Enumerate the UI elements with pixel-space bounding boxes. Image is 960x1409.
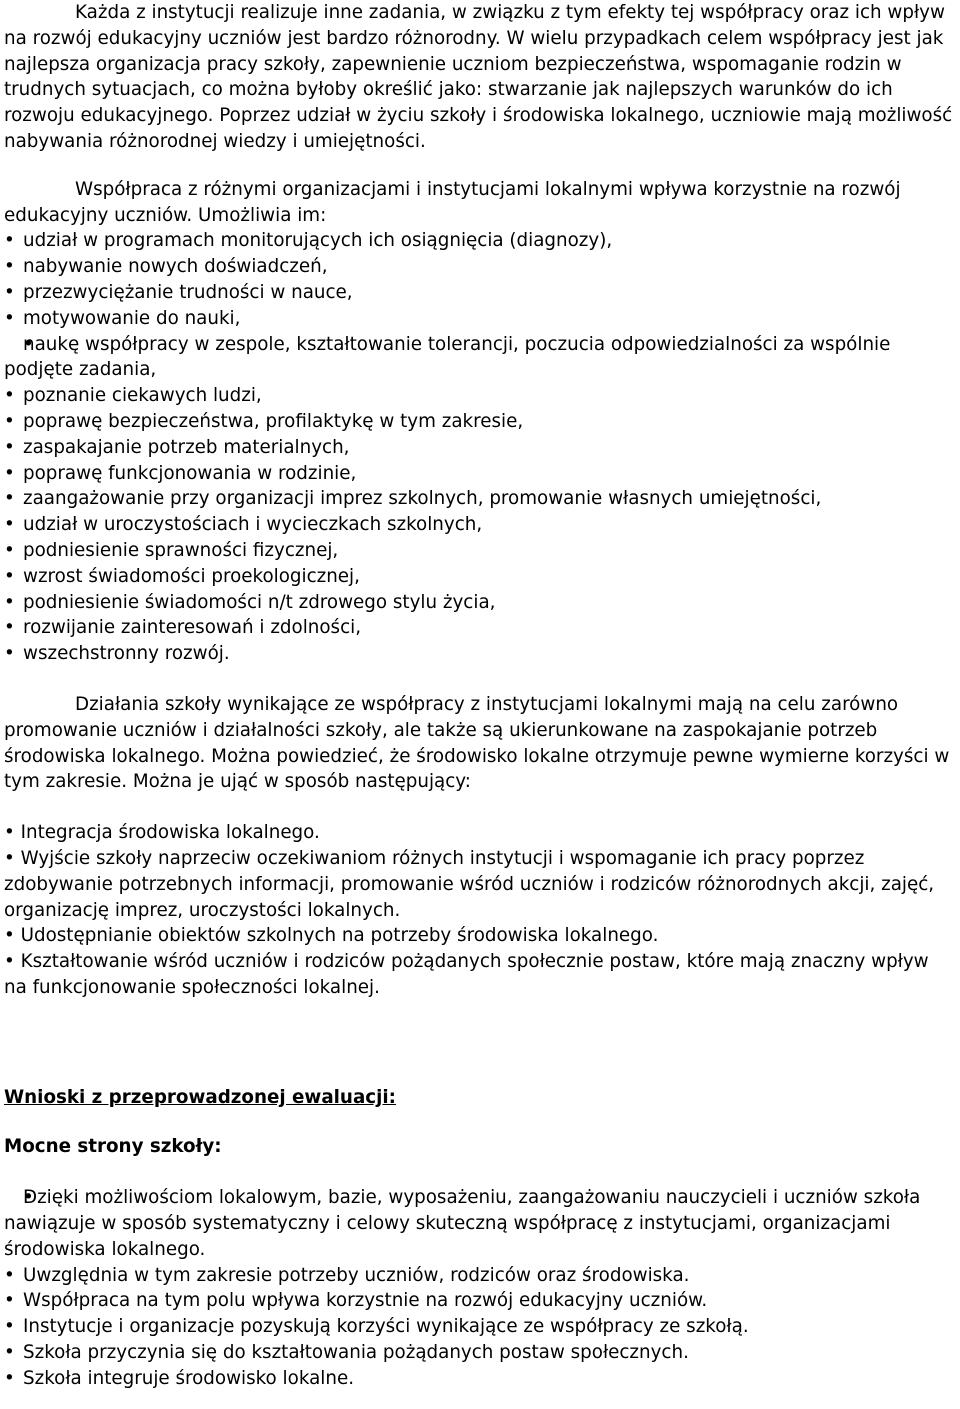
list-item: • Wyjście szkoły naprzeciw oczekiwaniom różnych instytucji i wspomaganie ich pracy poprzez zdobywanie potrzebnych informacji, promowanie wśród uczniów i rodziców różnorodnych akcji, zajęć, organizację imprez, uroczystości lokalnych.: [4, 847, 935, 921]
list-item: • Szkoła przyczynia się do kształtowania pożądanych postaw społecznych.: [4, 1340, 956, 1366]
list-item: • Uwzględnia w tym zakresie potrzeby uczniów, rodziców oraz środowiska.: [4, 1263, 956, 1289]
list-item: • Integracja środowiska lokalnego.: [4, 822, 320, 844]
list-item: • Kształtowanie wśród uczniów i rodziców pożądanych społecznie postaw, które mają znaczny wpływ na funkcjonowanie społeczności lokalnej.: [4, 951, 929, 998]
paragraph-intro: Każda z instytucji realizuje inne zadania, w związku z tym efekty tej współpracy oraz ich wpływ na rozwój edukacyjny uczniów jest bardzo różnorodny. W wielu przypadkach celem współpracy jest jak najlepsza organizacja pracy szkoły, zapewnienie uczniom bezpieczeństwa, wspomaganie rodzin w trudnych sytuacjach, co można byłoby określić jako: stwarzanie jak najlepszych warunków do ich rozwoju edukacyjnego. Poprzez udział w życiu szkoły i środowiska lokalnego, uczniowie mają możliwość nabywania różnorodnej wiedzy i umiejętności.: [4, 2, 953, 152]
paragraph-cooperation: Współpraca z różnymi organizacjami i instytucjami lokalnymi wpływa korzystnie na rozwój edukacyjny uczniów. Umożliwia im:: [4, 178, 901, 226]
list-item: • poprawę bezpieczeństwa, profilaktykę w tym zakresie,: [4, 409, 956, 435]
strengths-heading: Mocne strony szkoły:: [4, 1136, 222, 1158]
list-item: • poprawę funkcjonowania w rodzinie,: [4, 461, 956, 487]
list-item: • Dzięki możliwościom lokalowym, bazie, wyposażeniu, zaangażowaniu nauczycieli i uczniów szkoła nawiązuje w sposób systematyczny i celowy skuteczną współpracę z instytucjami, organizacjami środowiska lokalnego.: [4, 1185, 956, 1262]
list-item: • Udostępnianie obiektów szkolnych na potrzeby środowiska lokalnego.: [4, 925, 659, 947]
list-item: • motywowanie do nauki,: [4, 306, 956, 332]
list-item: • Szkoła integruje środowisko lokalne.: [4, 1366, 956, 1392]
actions-list: [4, 820, 956, 1001]
strengths-list: [4, 1185, 956, 1391]
list-item: • udział w uroczystościach i wycieczkach szkolnych,: [4, 512, 956, 538]
list-item: • zaangażowanie przy organizacji imprez szkolnych, promowanie własnych umiejętności,: [4, 486, 956, 512]
list-item: • Współpraca na tym polu wpływa korzystnie na rozwój edukacyjny uczniów.: [4, 1288, 956, 1314]
benefits-list: [4, 228, 956, 667]
list-item: • poznanie ciekawych ludzi,: [4, 383, 956, 409]
list-item: • Instytucje i organizacje pozyskują korzyści wynikające ze współpracy ze szkołą.: [4, 1314, 956, 1340]
list-item: • naukę współpracy w zespole, kształtowanie tolerancji, poczucia odpowiedzialności za wspólnie podjęte zadania,: [4, 332, 956, 384]
list-item: • podniesienie świadomości n/t zdrowego stylu życia,: [4, 590, 956, 616]
list-item: • udział w programach monitorujących ich osiągnięcia (diagnozy),: [4, 228, 956, 254]
list-item: • podniesienie sprawności fizycznej,: [4, 538, 956, 564]
list-item: • nabywanie nowych doświadczeń,: [4, 254, 956, 280]
list-item: • wzrost świadomości proekologicznej,: [4, 564, 956, 590]
paragraph-actions: Działania szkoły wynikające ze współpracy z instytucjami lokalnymi mają na celu zarówno promowanie uczniów i działalności szkoły, ale także są ukierunkowane na zaspokajanie potrzeb środowiska lokalnego. Można powiedzieć, że środowisko lokalne otrzymuje pewne wymierne korzyści w tym zakresie. Można je ująć w sposób następujący:: [4, 693, 950, 793]
list-item: • zaspakajanie potrzeb materialnych,: [4, 435, 956, 461]
list-item: • wszechstronny rozwój.: [4, 641, 956, 667]
conclusions-heading: Wnioski z przeprowadzonej ewaluacji:: [4, 1086, 396, 1108]
list-item: • przezwyciężanie trudności w nauce,: [4, 280, 956, 306]
list-item: • rozwijanie zainteresowań i zdolności,: [4, 615, 956, 641]
